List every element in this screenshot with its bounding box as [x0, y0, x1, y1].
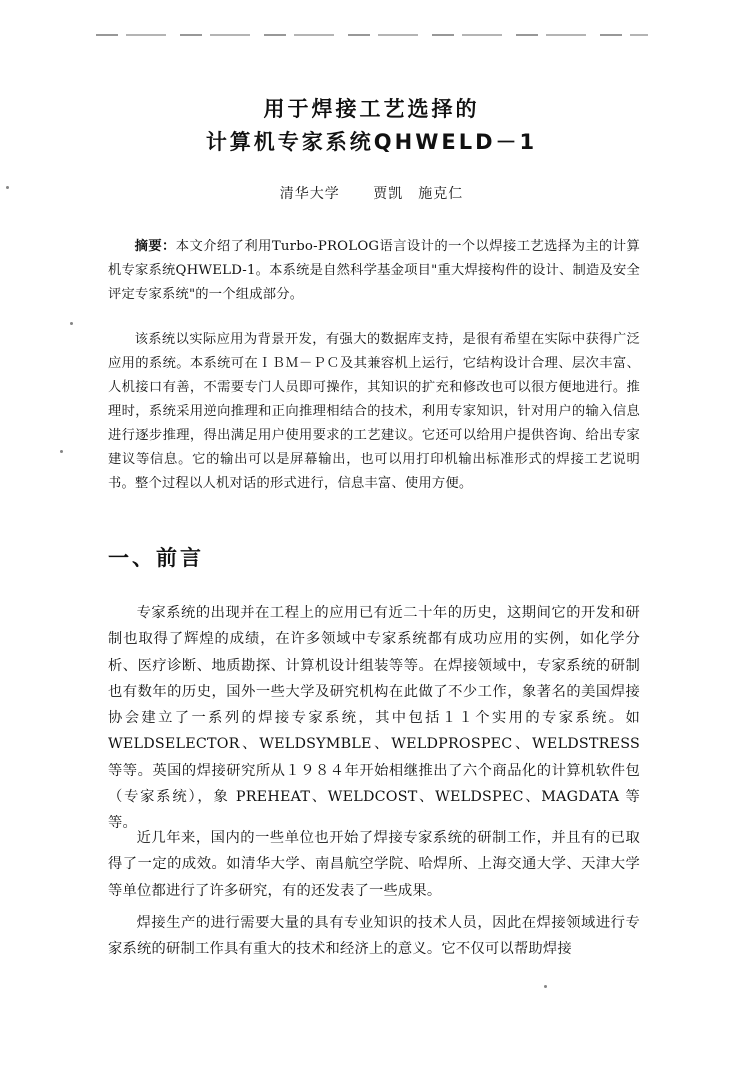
section-heading: 一、前言 [108, 546, 204, 570]
scan-speck [6, 186, 9, 189]
author-names: 贾凯 施克仁 [373, 186, 464, 202]
body-paragraph-2 [108, 825, 640, 904]
body-text-1: 专家系统的出现并在工程上的应用已有近二十年的历史，这期间它的开发和研制也取得了辉煌的成绩，在许多领域中专家系统都有成功应用的实例，如化学分析、医疗诊断、地质勘探、计算机设计组装等等。在焊接领域中，专家系统的研制也有数年的历史，国外一些大学及研究机构在此做了不少工作，象著名的美国焊接协会建立了一系列的焊接专家系统，其中包括１１个实用的专家系统。如WELDSELECTOR、WELDSYMBLE、WELDPROSPEC、WELDSTRESS 等等。英国的焊接研究所从１９８４年开始相继推出了六个商品化的计算机软件包（专家系统），象 PREHEAT、WELDCOST、WELDSPEC、MAGDATA 等等。 [108, 605, 640, 832]
paper-title-line1: 用于焊接工艺选择的 [263, 97, 480, 121]
body-text-2: 近几年来，国内的一些单位也开始了焊接专家系统的研制工作，并且有的已取得了一定的成效。如清华大学、南昌航空学院、哈焊所、上海交通大学、天津大学等单位都进行了许多研究，有的还发表了一些成果。 [108, 830, 640, 899]
body-paragraph-3 [108, 910, 640, 963]
abstract-paragraph-2 [108, 328, 640, 496]
scan-speck [60, 450, 63, 453]
abstract-text-2: 该系统以实际应用为背景开发，有强大的数据库支持，是很有希望在实际中获得广泛应用的系统。本系统可在ＩＢＭ－ＰＣ及其兼容机上运行，它结构设计合理、层次丰富、人机接口有善，不需要专门人员即可操作，其知识的扩充和修改也可以很方便地进行。推理时，系统采用逆向推理和正向推理相结合的技术，利用专家知识，针对用户的输入信息进行逐步推理，得出满足用户使用要求的工艺建议。它还可以给用户提供咨询、给出专家建议等信息。它的输出可以是屏幕输出，也可以用打印机输出标准形式的焊接工艺说明书。整个过程以人机对话的形式进行，信息丰富、使用方便。 [108, 332, 640, 491]
abstract-label: 摘要： [134, 239, 176, 254]
body-text-3: 焊接生产的进行需要大量的具有专业知识的技术人员，因此在焊接领域进行专家系统的研制工作具有重大的技术和经济上的意义。它不仅可以帮助焊接 [108, 915, 640, 958]
scan-speck [70, 322, 73, 325]
abstract-text-1: 本文介绍了利用Turbo-PROLOG语言设计的一个以焊接工艺选择为主的计算机专家系统QHWELD-1。本系统是自然科学基金项目"重大焊接构件的设计、制造及安全评定专家系统"的一个组成部分。 [108, 239, 640, 302]
scan-speck [544, 985, 547, 988]
body-paragraph-1 [108, 600, 640, 837]
paper-title-line2: 计算机专家系统QHWELD－1 [205, 130, 538, 154]
affiliation: 清华大学 [279, 186, 340, 202]
author-line [0, 183, 743, 203]
abstract-paragraph-1 [108, 235, 640, 307]
header-rule [96, 34, 648, 36]
